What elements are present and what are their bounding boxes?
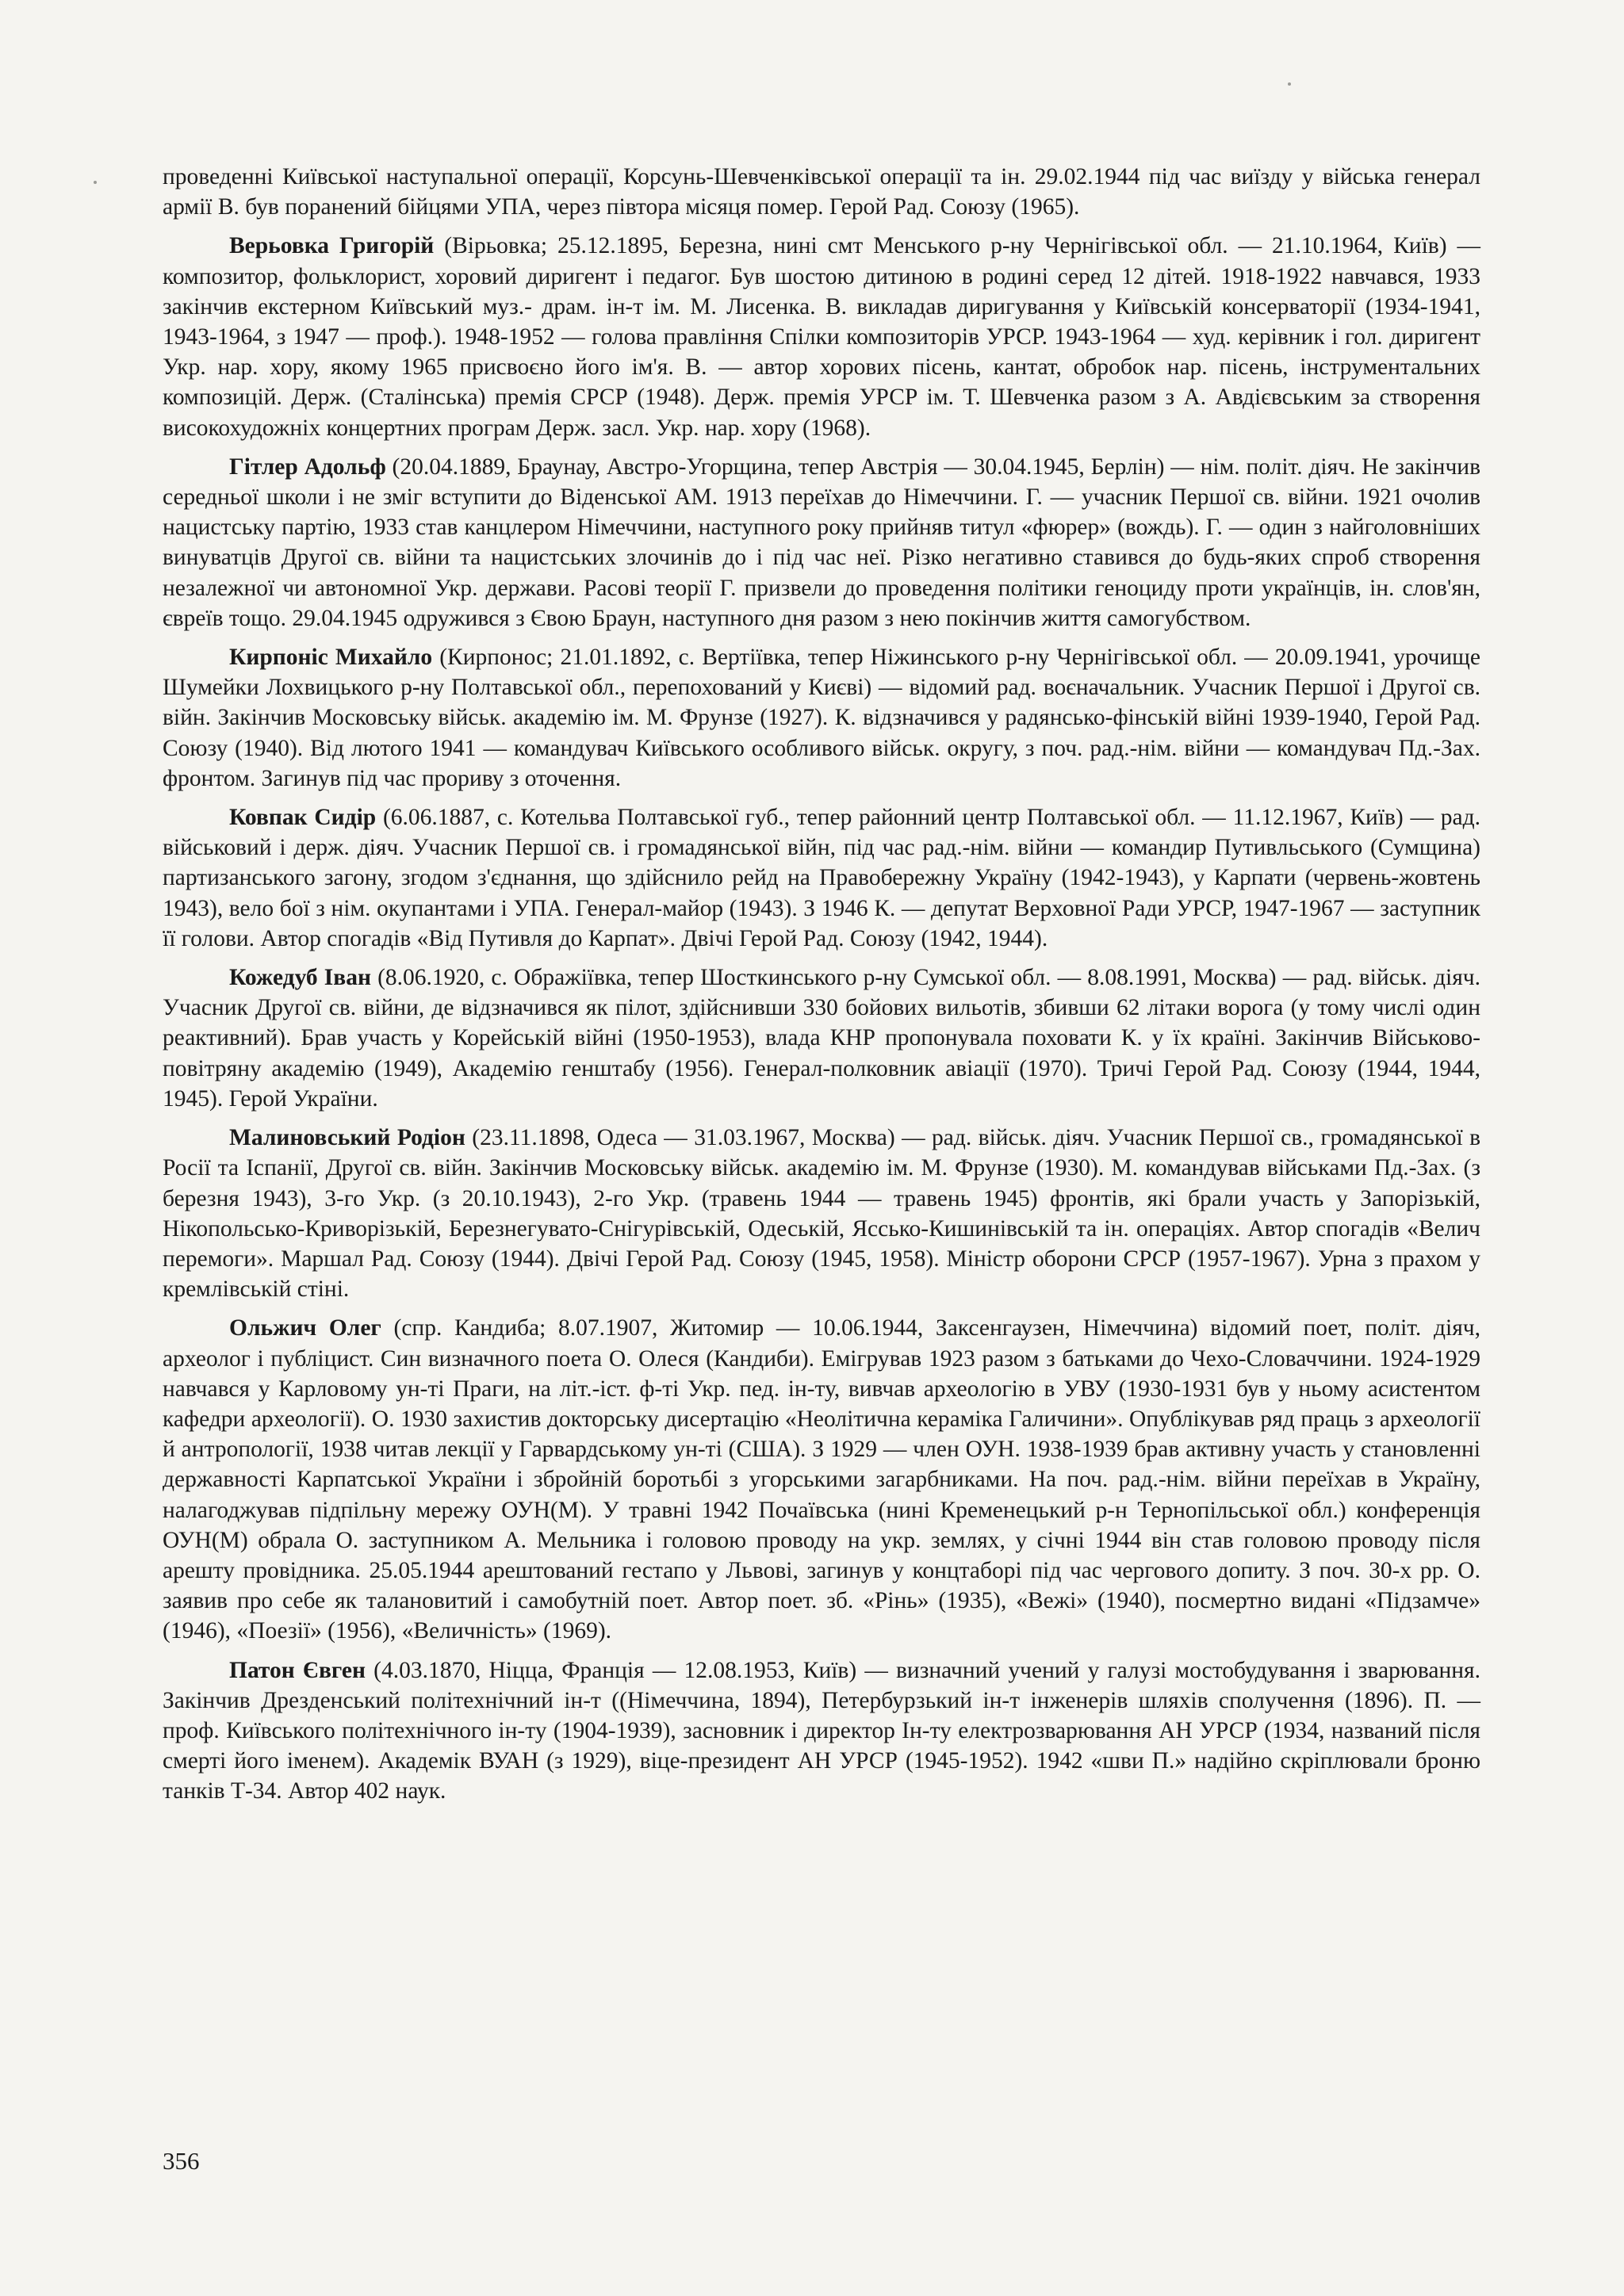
entry-body: (4.03.1870, Ніцца, Франція — 12.08.1953, Київ) — визначний учений у галузі мостобудування і зварювання. Закінчив Дрезденський політехнічний ін-т ((Німеччина, 1894), Петербурзький ін-т інженерів шляхів сполучення (1896). П. — проф. Київського політехнічного ін-ту (1904-1939), засновник і директор Ін-ту електрозварювання АН УРСР (1934, названий після смерті його іменем). Академік ВУАН (з 1929), віце-президент АН УРСР (1945-1952). 1942 «шви П.» надійно скріплювали броню танків Т-34. Автор 402 наук. — [163, 1657, 1480, 1804]
entry-body: (Кирпонос; 21.01.1892, с. Вертіївка, тепер Ніжинського р-ну Чернігівської обл. — 20.09.1941, урочище Шумейки Лохвицького р-ну Полтавської обл., перепохований у Києві) — відомий рад. воєначальник. Учасник Першої і Другої св. війн. Закінчив Московську військ. академію ім. М. Фрунзе (1927). К. відзначився у радянсько-фінській війні 1939-1940, Герой Рад. Союзу (1940). Від лютого 1941 — командувач Київського особливого військ. округу, з поч. рад.-нім. війни — командувач Пд.-Зах. фронтом. Загинув під час прориву з оточення. — [163, 645, 1480, 791]
page-number: 356 — [163, 2147, 200, 2175]
entry-body: (20.04.1889, Браунау, Австро-Угорщина, тепер Австрія — 30.04.1945, Берлін) — нім. політ. діяч. Не закінчив середньої школи і не зміг вступити до Віденської АМ. 1913 переїхав до Німеччини. Г. — учасник Першої св. війни. 1921 очолив нацистську партію, 1933 став канцлером Німеччини, наступного року прийняв титул «фюрер» (вождь). Г. — один з найголовніших винуватців Другої св. війни та нацистських злочинів до і під час неї. Різко негативно ставився до будь-яких спроб створення незалежної чи автономної Укр. держави. Расові теорії Г. призвели до проведення політики геноциду проти українців, ін. слов'ян, євреїв тощо. 29.04.1945 одружився з Євою Браун, наступного дня разом з нею покінчив життя самогубством. — [163, 453, 1481, 631]
entry-kozhedub — [163, 962, 1480, 1114]
entry-headword: Кожедуб Іван — [229, 965, 371, 991]
entry-headword: Патон Євген — [229, 1657, 366, 1683]
entry-body: (Вірьовка; 25.12.1895, Березна, нині смт Менського р-ну Чернігівської обл. — 21.10.1964, Київ) — композитор, фольклорист, хоровий диригент і педагог. Був шостою дитиною в родині серед 12 дітей. 1918-1922 навчався, 1933 закінчив екстерном Київський муз.- драм. ін-т ім. М. Лисенка. В. викладав диригування у Київській консерваторії (1934-1941, 1943-1964, з 1947 — проф.). 1948-1952 — голова правління Спілки композиторів УРСР. 1943-1964 — худ. керівник і гол. диригент Укр. нар. хору, якому 1965 присвоєно його ім'я. В. — автор хорових пісень, кантат, обробок нар. пісень, інструментальних композицій. Держ. (Сталінська) премія СРСР (1948). Держ. премія УРСР ім. Т. Шевченка разом з А. Авдієвським за створення високохудожніх концертних програм Держ. засл. Укр. нар. хору (1968). — [163, 233, 1480, 441]
entry-olzhych — [163, 1313, 1480, 1646]
entry-headword: Ковпак Сидір — [229, 805, 377, 831]
entry-headword: Верьовка Григорій — [229, 233, 435, 259]
entry-headword: Кирпоніс Михайло — [229, 645, 433, 671]
entry-malynovskyi — [163, 1123, 1480, 1304]
entry-body: (спр. Кандиба; 8.07.1907, Житомир — 10.06.1944, Заксенгаузен, Німеччина) відомий поет, політ. діяч, археолог і публіцист. Син визначного поета О. Олеся (Кандиби). Емігрував 1923 разом з батьками до Чехо-Словаччини. 1924-1929 навчався у Карловому ун-ті Праги, на літ.-іст. ф-ті Укр. пед. ін-ту, вивчав археологію в УВУ (1930-1931 був у ньому асистентом кафедри археології). О. 1930 захистив докторську дисертацію «Неолітична кераміка Галичини». Опублікував ряд праць з археології й антропології, 1938 читав лекції у Гарвардському ун-ті (США). З 1929 — член ОУН. 1938-1939 брав активну участь у становленні державності Карпатської України і збройній боротьбі з угорськими загарбниками. На поч. рад.-нім. війни переїхав в Україну, налагоджував підпільну мережу ОУН(М). У травні 1942 Почаївська (нині Кременецький р-н Тернопільської обл.) конференція ОУН(М) обрала О. заступником А. Мельника і головою проводу на укр. землях, у січні 1944 він став головою проводу після арешту провідника. 25.05.1944 арештований гестапо у Львові, загинув у концтаборі під час чергового допиту. З поч. 30-х рр. О. заявив про себе як талановитий і самобутній поет. Автор поет. зб. «Рінь» (1935), «Вежі» (1940), посмертно видані «Підзамче» (1946), «Поезії» (1956), «Величність» (1969). — [163, 1315, 1480, 1644]
scan-speck — [94, 181, 97, 184]
entry-kyrponis — [163, 642, 1480, 794]
entry-veryovka — [163, 231, 1480, 442]
entry-body: проведенні Київської наступальної операції, Корсунь-Шевченківської операції та ін. 29.02.1944 під час виїзду у війська генерал армії В. був поранений бійцями УПА, через півтора місяця помер. Герой Рад. Союзу (1965). — [163, 164, 1480, 220]
entry-body: (8.06.1920, с. Ображіївка, тепер Шосткинського р-ну Сумської обл. — 8.08.1991, Москва) — рад. військ. діяч. Учасник Другої св. війни, де відзначився як пілот, здійснивши 330 бойових вильотів, збивши 62 літаки ворога (у тому числі один реактивний). Брав участь у Корейській війні (1950-1953), влада КНР пропонувала поховати К. у їх країні. Закінчив Військово-повітряну академію (1949), Академію генштабу (1956). Генерал-полковник авіації (1970). Тричі Герой Рад. Союзу (1944, 1944, 1945). Герой України. — [163, 965, 1480, 1112]
entry-body: (6.06.1887, с. Котельва Полтавської губ., тепер районний центр Полтавської обл. — 11.12.1967, Київ) — рад. військовий і держ. діяч. Учасник Першої св. і громадянської війн, під час рад.-нім. війни — командир Путивльського (Сумщина) партизанського загону, згодом з'єднання, що здійснило рейд на Правобережну Україну (1942-1943), у Карпати (червень-жовтень 1943), вело бої з нім. окупантами і УПА. Генерал-майор (1943). З 1946 К. — депутат Верховної Ради УРСР, 1947-1967 — заступник її голови. Автор спогадів «Від Путивля до Карпат». Двічі Герой Рад. Союзу (1942, 1944). — [163, 805, 1480, 951]
entry-headword: Ольжич Олег — [229, 1315, 381, 1341]
entry-headword: Малиновський Родіон — [229, 1125, 465, 1151]
body-text — [163, 162, 1480, 1816]
entry-continuation — [163, 162, 1480, 222]
scan-speck — [1288, 82, 1291, 86]
entry-headword: Гітлер Адольф — [229, 453, 386, 480]
entry-kovpak — [163, 802, 1480, 954]
entry-paton — [163, 1655, 1480, 1807]
entry-hitler — [163, 452, 1480, 633]
entry-body: (23.11.1898, Одеса — 31.03.1967, Москва) — рад. військ. діяч. Учасник Першої св., громадянської в Росії та Іспанії, Другої св. війн. Закінчив Московську військ. академію ім. М. Фрунзе (1930). М. командував військами Пд.-Зах. (з березня 1943), 3-го Укр. (з 20.10.1943), 2-го Укр. (травень 1944 — травень 1945) фронтів, які брали участь у Запорізькій, Нікопольсько-Криворізькій, Березнегувато-Снігурівській, Одеській, Яссько-Кишинівській та ін. операціях. Автор спогадів «Велич перемоги». Маршал Рад. Союзу (1944). Двічі Герой Рад. Союзу (1945, 1958). Міністр оборони СРСР (1957-1967). Урна з прахом у кремлівській стіні. — [163, 1125, 1480, 1303]
